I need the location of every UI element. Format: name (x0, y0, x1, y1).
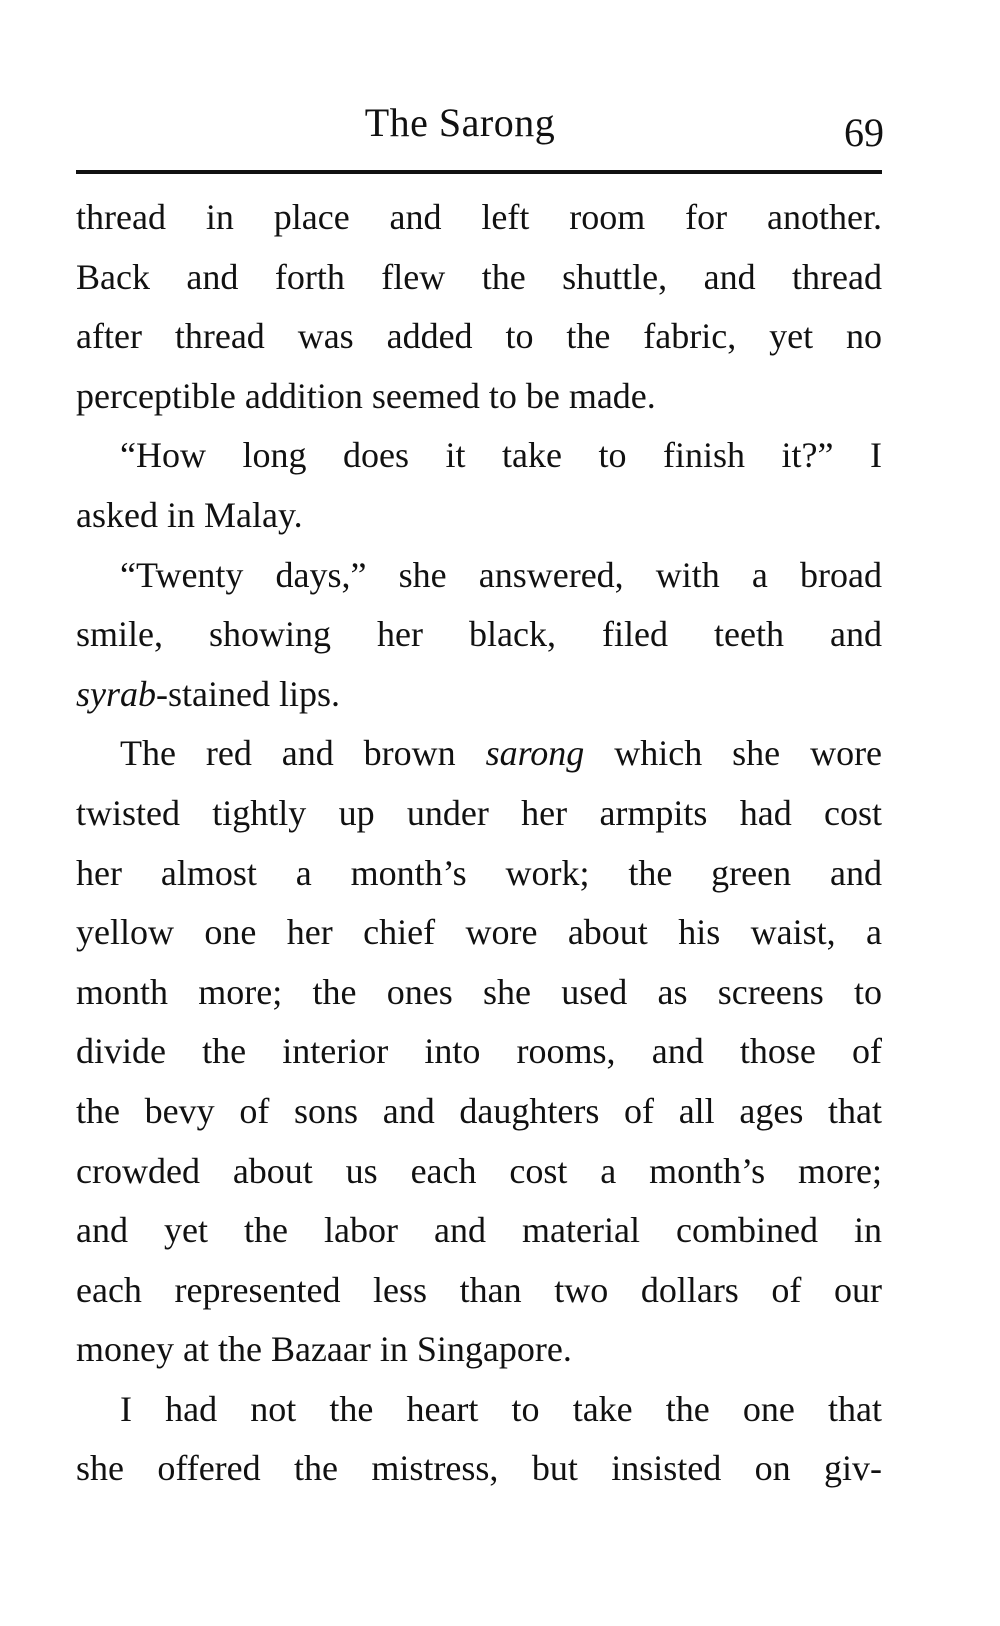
text-line: smile, showing her black, filed teeth and (76, 614, 882, 655)
body-text (76, 188, 882, 1499)
text-line: each represented less than two dollars of our (76, 1269, 882, 1310)
text-fragment: which she wore (614, 733, 883, 774)
text-line: yellow one her chief wore about his waist, a (76, 912, 882, 953)
header-rule (76, 170, 882, 174)
text-line: crowded about us each cost a month’s more; (76, 1150, 882, 1191)
text-line (76, 724, 882, 784)
text-line: Back and forth flew the shuttle, and thread (76, 256, 882, 297)
text-fragment: The red and brown (120, 733, 456, 774)
text-line: “How long does it take to finish it?” I (120, 435, 882, 476)
text-line: I had not the heart to take the one that (120, 1388, 882, 1429)
text-line: perceptible addition seemed to be made. (76, 375, 656, 416)
running-title: The Sarong (364, 100, 556, 145)
page-number: 69 (844, 110, 884, 155)
text-line: money at the Bazaar in Singapore. (76, 1329, 572, 1370)
italic-word: syrab (76, 673, 156, 714)
text-line: divide the interior into rooms, and those of (76, 1031, 882, 1072)
text-line: the bevy of sons and daughters of all ages that (76, 1090, 882, 1131)
text-fragment: -stained lips. (156, 673, 340, 714)
text-line: asked in Malay. (76, 494, 303, 535)
text-line: month more; the ones she used as screens to (76, 971, 882, 1012)
text-line: “Twenty days,” she answered, with a broad (120, 554, 882, 595)
text-line: after thread was added to the fabric, yet no (76, 316, 882, 357)
text-line (76, 665, 882, 725)
text-line: her almost a month’s work; the green and (76, 852, 882, 893)
text-line: and yet the labor and material combined in (76, 1210, 882, 1251)
text-line: thread in place and left room for another. (76, 197, 882, 237)
italic-word: sarong (485, 733, 585, 774)
text-line: she offered the mistress, but insisted on giv- (76, 1448, 882, 1489)
text-line: twisted tightly up under her armpits had cost (76, 792, 882, 833)
